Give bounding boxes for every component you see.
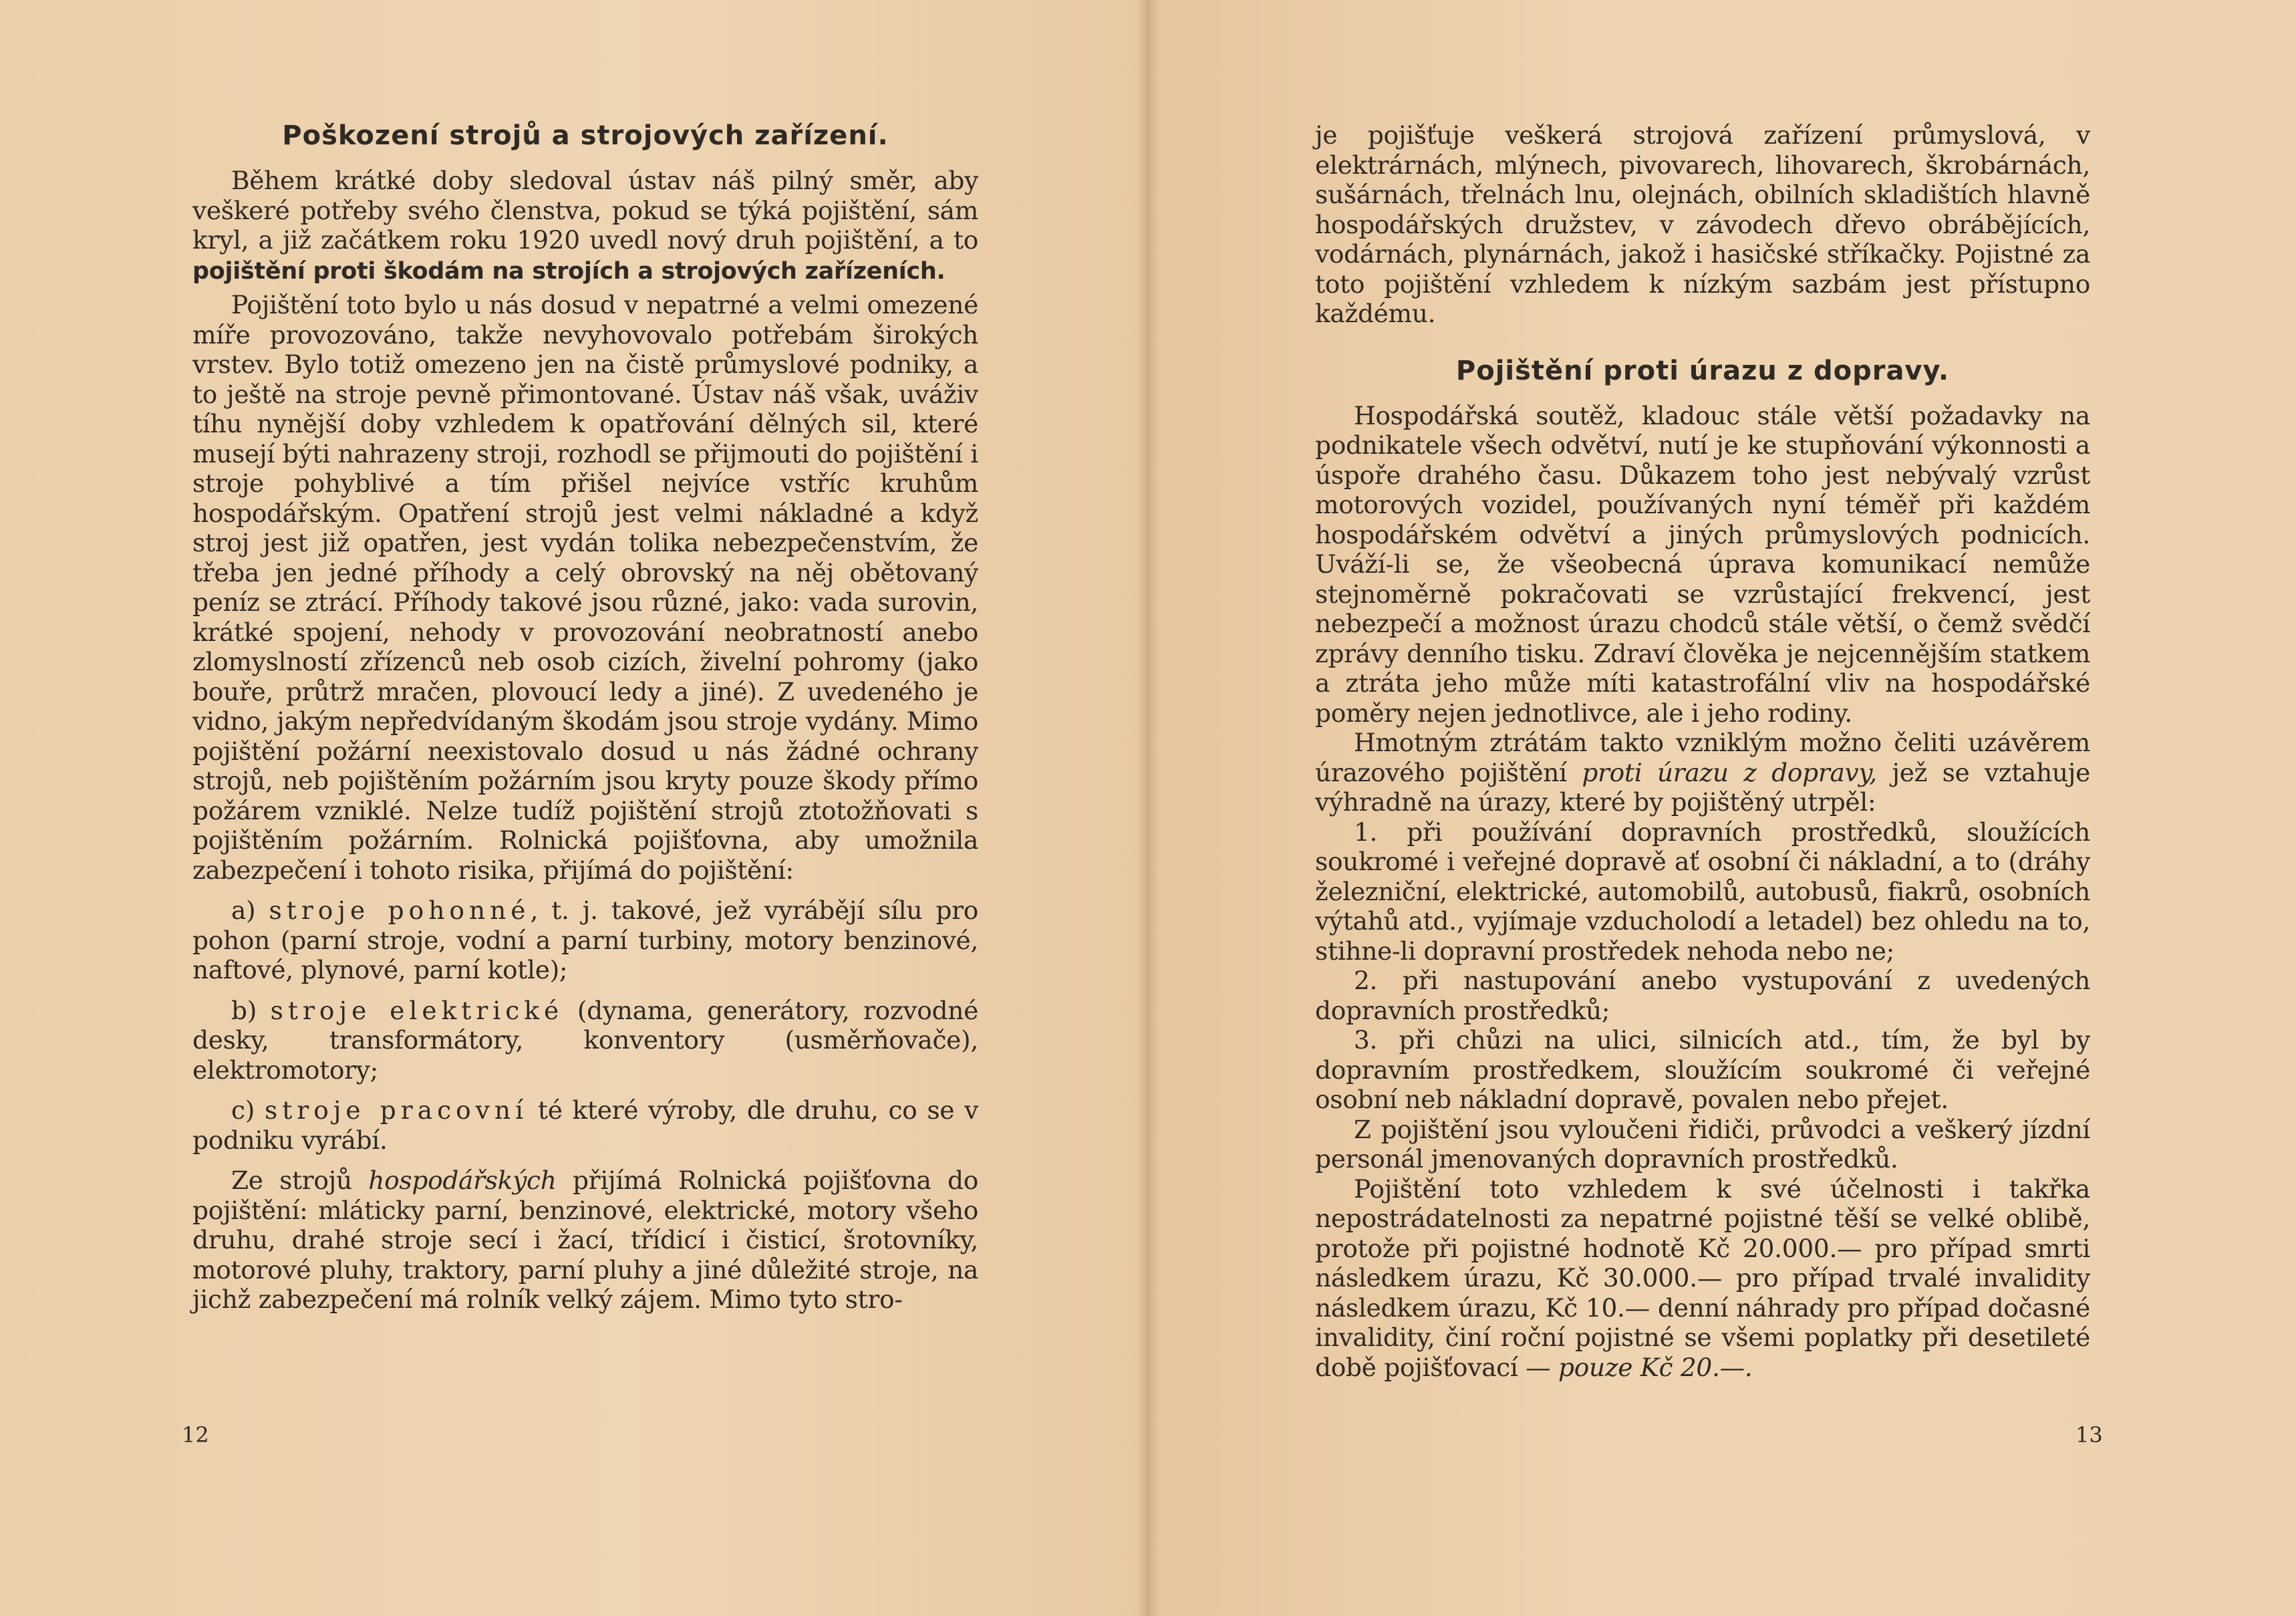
right-paragraph-1: je pojišťuje veškerá strojová zařízení průmyslová, v elektrárnách, mlýnech, pivovarech, lihovarech, škrobárnách, sušárnách, třelnách lnu, olejnách, obilních skladištích hlavně hospodářských družstev, v závodech dřevo obrábějících, vodárnách, plynárnách, jakož i hasičské stříkačky. Pojistné za toto pojištění vzhledem k nízkým sazbám jest přístupno každému.	[1315, 120, 2090, 328]
left-list-item-a-prefix: a)	[231, 896, 269, 925]
book-gutter	[1136, 0, 1159, 1616]
right-paragraph-5	[1315, 1174, 2090, 1383]
left-paragraph-3	[192, 1166, 978, 1315]
right-paragraph-5-italic: pouze Kč 20.—.	[1558, 1352, 1753, 1382]
left-paragraph-3-text-a: Ze strojů	[231, 1166, 369, 1195]
right-paragraph-3-italic: proti úrazu z dopravy,	[1582, 757, 1877, 787]
left-paragraph-1	[192, 166, 978, 286]
left-text-column	[192, 120, 978, 1319]
left-paragraph-3-italic: hospodářských	[368, 1166, 557, 1195]
left-list-item-a-term: stroje pohonné	[269, 896, 531, 925]
right-list-item-2: 2. při nastupování anebo vystupování z uvedených dopravních prostředků;	[1315, 966, 2090, 1025]
left-list-item-c	[192, 1095, 978, 1155]
right-list-item-1: 1. při používání dopravních prostředků, sloužících soukromé i veřejné dopravě ať osobní či nákladní, a to (dráhy železniční, elektrické, automobilů, autobusů, fiakrů, osobních výtahů atd., vyjímaje vzducholodí a letadel) bez ohledu na to, stihne-li dopravní prostředek nehoda nebo ne;	[1315, 817, 2090, 966]
right-paragraph-3	[1315, 728, 2090, 817]
left-list-item-a-text: , t. j. takové, jež vyrábějí sílu pro pohon (parní stroje, vodní a parní turbiny, motory benzinové, naftové, plynové, parní kotle);	[192, 896, 978, 984]
page-number-right: 13	[2075, 1422, 2103, 1448]
left-list-item-a	[192, 896, 978, 985]
right-section-heading: Pojištění proti úrazu z dopravy.	[1455, 355, 1950, 386]
right-list-item-3: 3. při chůzi na ulici, silnicích atd., tím, že byl by dopravním prostředkem, sloužícím soukromé či veřejné osobní neb nákladní dopravě, povalen nebo přejet.	[1315, 1025, 2090, 1114]
left-list-item-b-prefix: b)	[231, 995, 271, 1025]
left-list-item-c-prefix: c)	[231, 1095, 265, 1125]
left-paragraph-1-text: Během krátké doby sledoval ústav náš pilný směr, aby veškeré potřeby svého členstva, pokud se týká pojištění, sám kryl, a již začátkem roku 1920 uvedl nový druh pojištění, a to	[192, 166, 978, 255]
left-list-item-b-term: stroje elektrické	[270, 995, 564, 1025]
left-list-item-c-term: stroje pracovní	[264, 1095, 529, 1125]
left-paragraph-2: Pojištění toto bylo u nás dosud v nepatrné a velmi omezené míře provozováno, takže nevyhovovalo potřebám širokých vrstev. Bylo totiž omezeno jen na čistě průmyslové podniky, a to ještě na stroje pevně přimontované. Ústav náš však, uváživ tíhu nynější doby vzhledem k opatřování dělných sil, které musejí býti nahrazeny stroji, rozhodl se přijmouti do pojištění i stroje pohyblivé a tím přišel nejvíce vstříc kruhům hospodářským. Opatření strojů jest velmi nákladné a když stroj jest již opatřen, jest vydán tolika nebezpečenstvím, že třeba jen jedné příhody a celý obrovský na něj obětovaný peníz se ztrácí. Příhody takové jsou různé, jako: vada surovin, krátké spojení, nehody v provozování neobratností anebo zlomyslností zřízenců neb osob cizích, živelní pohromy (jako bouře, průtrž mračen, plovoucí ledy a jiné). Z uvedeného je vidno, jakým nepředvídaným škodám jsou stroje vydány. Mimo pojištění požární neexistovalo dosud u nás žádné ochrany strojů, neb pojištěním požárním jsou kryty pouze škody přímo požárem vzniklé. Nelze tudíž pojištění strojů ztotožňovati s pojištěním požárním. Rolnická pojišťovna, aby umožnila zabezpečení i tohoto risika, přijímá do pojištění:	[192, 290, 978, 885]
right-text-column	[1315, 120, 2090, 1382]
left-page	[0, 0, 1147, 1616]
left-paragraph-1-bold: pojištění proti škodám na strojích a strojových zařízeních.	[192, 257, 946, 285]
left-list-item-b	[192, 996, 978, 1085]
right-paragraph-4: Z pojištění jsou vyloučeni řidiči, průvodci a veškerý jízdní personál jmenovaných dopravních prostředků.	[1315, 1114, 2090, 1174]
left-list-item-b-text: (dynama, generátory, rozvodné desky, transformátory, konventory (usměrňovače), elektromotory;	[192, 995, 979, 1085]
right-paragraph-3-text-a: Hmotným ztrátám takto vzniklým možno čeliti uzávěrem úrazového pojištění	[1315, 728, 2090, 787]
left-list-item-c-text: té které výroby, dle druhu, co se v podniku vyrábí.	[192, 1095, 978, 1155]
right-paragraph-3-text-c: jež se vztahuje výhradně na úrazy, které by pojištěný utrpěl:	[1315, 757, 2091, 817]
right-paragraph-2: Hospodářská soutěž, kladouc stále větší požadavky na podnikatele všech odvětví, nutí je ke stupňování výkonnosti a úspoře drahého času. Důkazem toho jest nebývalý vzrůst motorových vozidel, používaných nyní téměř při každém hospodářském odvětví a jiných průmyslových podnicích. Uváží-li se, že všeobecná úprava komunikací nemůže stejnoměrně pokračovati se vzrůstající frekvencí, jest nebezpečí a možnost úrazu chodců stále větší, o čemž svědčí zprávy denního tisku. Zdraví člověka je nejcennějším statkem a ztráta jeho může míti katastrofální vliv na hospodářské poměry nejen jednotlivce, ale i jeho rodiny.	[1315, 400, 2090, 728]
left-section-heading: Poškození strojů a strojových zařízení.	[282, 120, 889, 151]
right-page	[1147, 0, 2296, 1616]
left-paragraph-3-text-c: přijímá Rolnická pojišťovna do pojištění: mláticky parní, benzinové, elektrické, motory všeho druhu, drahé stroje secí i žací, třídicí i čisticí, šrotovníky, motorové pluhy, traktory, parní pluhy a jiné důležité stroje, na jichž zabezpečení má rolník velký zájem. Mimo tyto stro-	[192, 1166, 979, 1314]
page-number-left: 12	[182, 1422, 209, 1448]
right-paragraph-5-text: Pojištění toto vzhledem k své účelnosti i takřka nepostrádatelnosti za nepatrné pojistné těší se velké oblibě, protože při pojistné hodnotě Kč 20.000.— pro případ smrti následkem úrazu, Kč 30.000.— pro případ trvalé invalidity následkem úrazu, Kč 10.— denní náhrady pro případ dočasné invalidity, činí roční pojistné se všemi poplatky při desetileté době pojišťovací —	[1315, 1174, 2090, 1382]
